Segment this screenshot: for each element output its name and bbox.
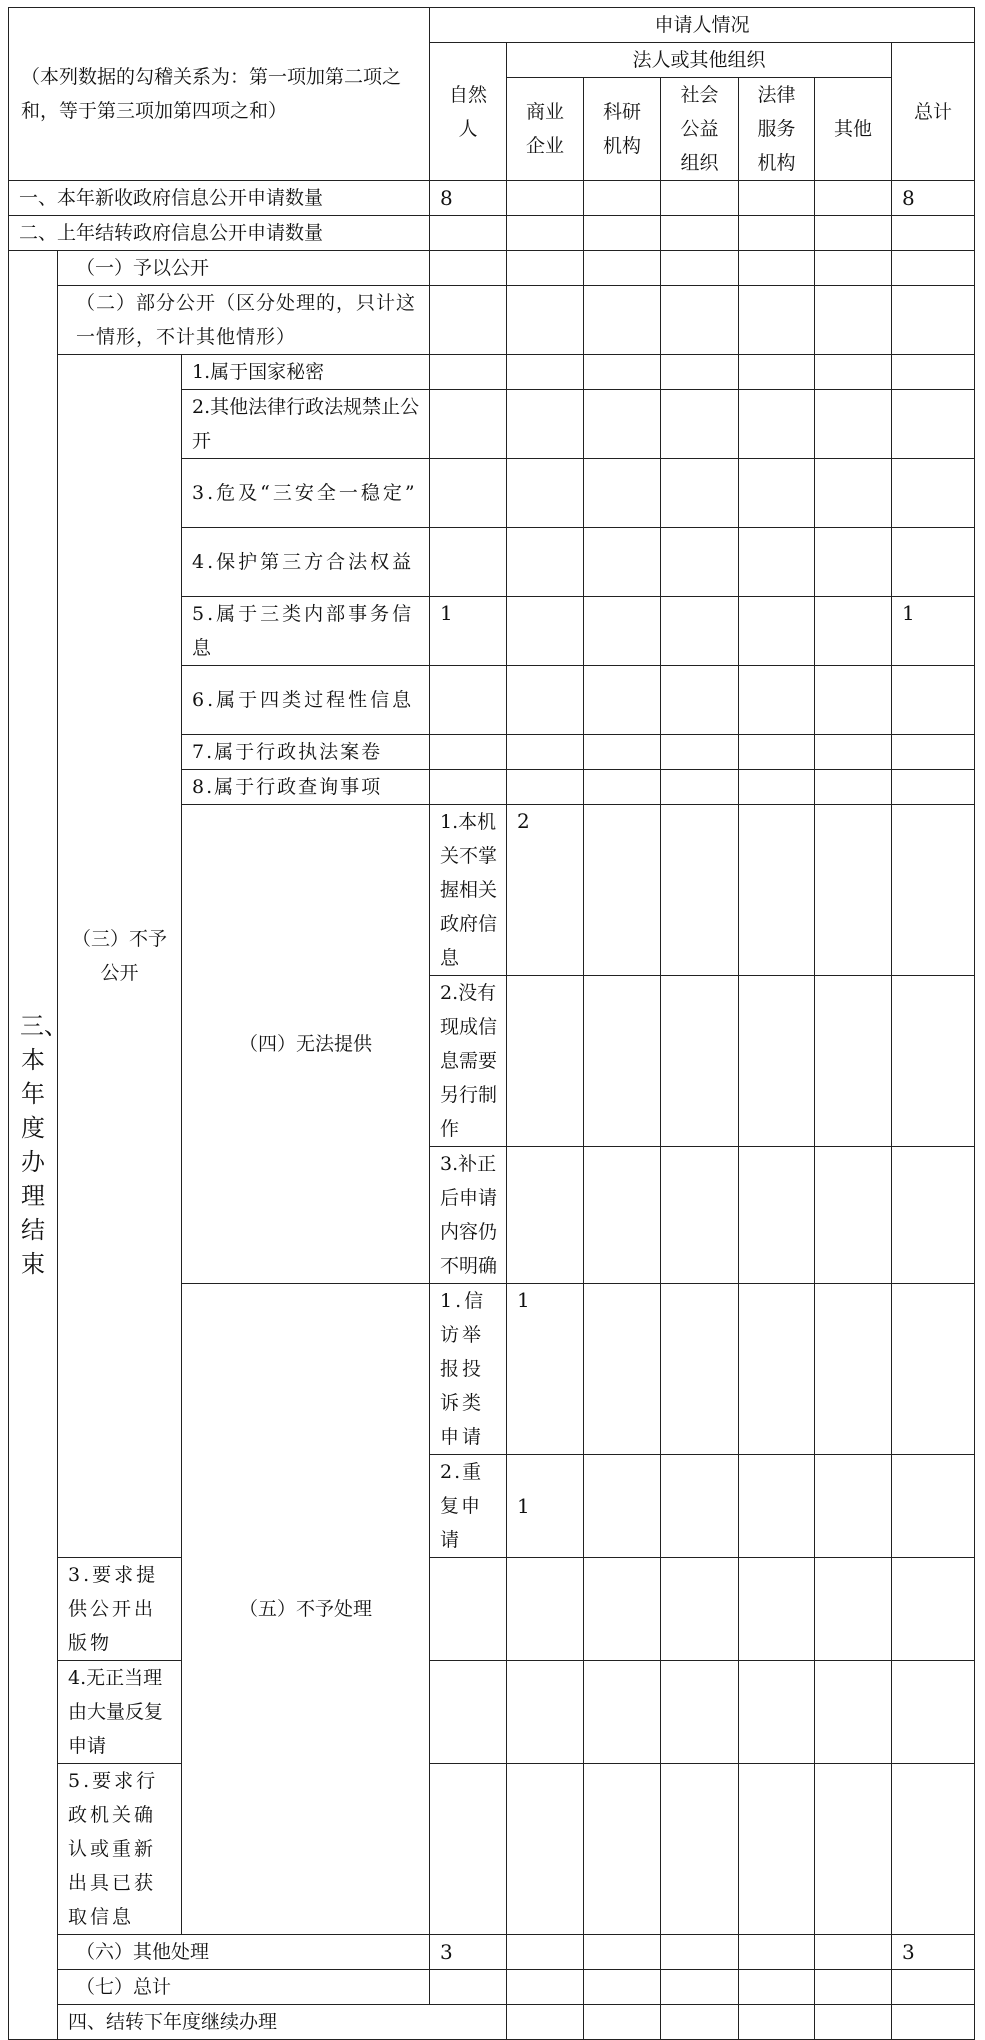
natural-person-value: 3: [430, 1935, 507, 1970]
relation-note: （本列数据的勾稽关系为：第一项加第二项之和，等于第三项加第四项之和）: [9, 8, 430, 181]
item-label: 6.属于四类过程性信息: [182, 666, 430, 735]
research-header: 科研机构: [584, 78, 661, 181]
natural-person-value: 8: [430, 181, 507, 216]
legal-group-header: 法人或其他组织: [507, 43, 892, 78]
item-label: 4.无正当理由大量反复申请: [58, 1661, 182, 1764]
natural-person-value: 1: [507, 1455, 584, 1558]
total-header: 总计: [892, 43, 975, 181]
category-label: （五）不予处理: [182, 1284, 430, 1935]
item-label: 1.属于国家秘密: [182, 355, 430, 390]
item-label: 3.补正后申请内容仍不明确: [430, 1147, 507, 1284]
natural-person-value: 1: [430, 597, 507, 666]
category-label: （四）无法提供: [182, 805, 430, 1284]
section-three-label: 三、本年度办理结束: [9, 251, 58, 2040]
other-header: 其他: [815, 78, 892, 181]
row-label: （一）予以公开: [58, 251, 430, 286]
legal-service-header: 法律服务机构: [739, 78, 815, 181]
item-label: 5.属于三类内部事务信息: [182, 597, 430, 666]
item-label: 3.危及“三安全一稳定”: [182, 459, 430, 528]
item-label: 4.保护第三方合法权益: [182, 528, 430, 597]
natural-person-value: 2: [507, 805, 584, 976]
business-header: 商业企业: [507, 78, 584, 181]
item-label: 2.重复申请: [430, 1455, 507, 1558]
total-value: 3: [892, 1935, 975, 1970]
item-label: 1.本机关不掌握相关政府信息: [430, 805, 507, 976]
gov-info-disclosure-table: [8, 7, 975, 2040]
item-label: 3.要求提供公开出版物: [58, 1558, 182, 1661]
row-label: 二、上年结转政府信息公开申请数量: [9, 216, 430, 251]
row-label: （七）总计: [58, 1970, 430, 2005]
item-label: 8.属于行政查询事项: [182, 770, 430, 805]
item-label: 7.属于行政执法案卷: [182, 735, 430, 770]
row-label: 一、本年新收政府信息公开申请数量: [9, 181, 430, 216]
item-label: 2.其他法律行政法规禁止公开: [182, 390, 430, 459]
item-label: 5.要求行政机关确认或重新出具已获取信息: [58, 1764, 182, 1935]
total-value: 1: [892, 597, 975, 666]
item-label: 2.没有现成信息需要另行制作: [430, 976, 507, 1147]
applicant-header: 申请人情况: [430, 8, 975, 43]
item-label: 1.信访举报投诉类申请: [430, 1284, 507, 1455]
row-label: 四、结转下年度继续办理: [58, 2005, 507, 2040]
social-header: 社会公益组织: [661, 78, 739, 181]
natural-person-header: 自然人: [430, 43, 507, 181]
category-label: （三）不予公开: [58, 355, 182, 1558]
row-label: （二）部分公开（区分处理的，只计这一情形，不计其他情形）: [58, 286, 430, 355]
natural-person-value: 1: [507, 1284, 584, 1455]
total-value: 8: [892, 181, 975, 216]
row-label: （六）其他处理: [58, 1935, 430, 1970]
